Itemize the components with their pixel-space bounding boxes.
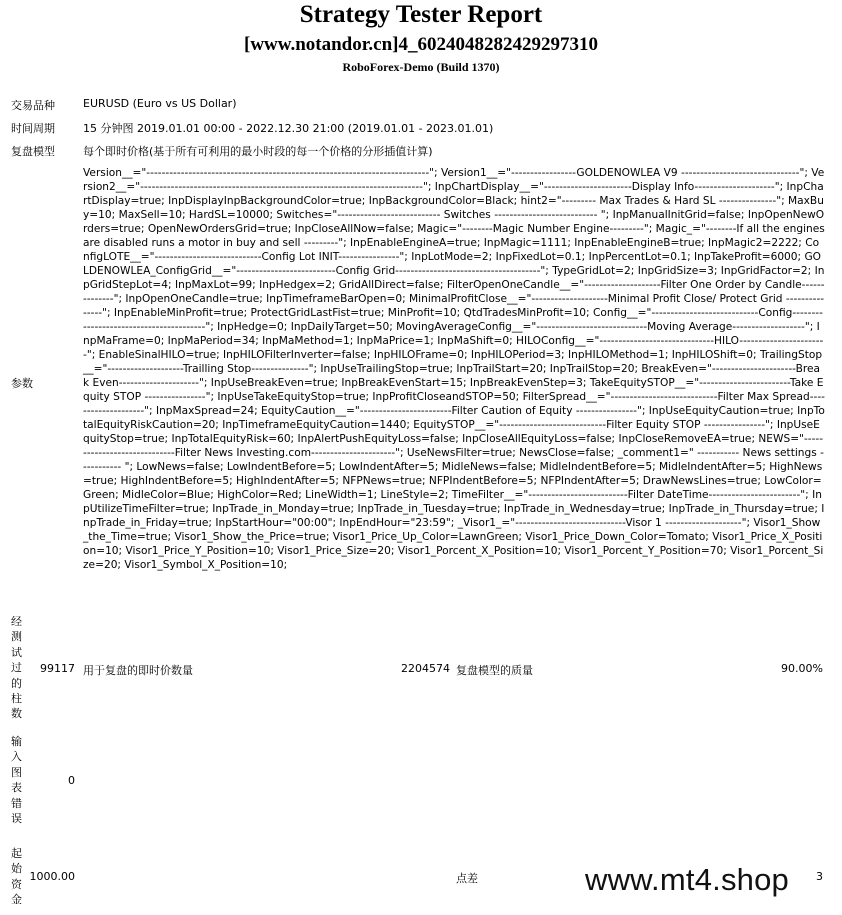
errors-label-char: 误 (11, 812, 22, 826)
period-value: 15 分钟图 2019.01.01 00:00 - 2022.12.30 21:00 (2019.01.01 - 2023.01.01) (83, 122, 494, 135)
symbol-label: 交易品种 (11, 99, 55, 112)
deposit-label-char: 始 (11, 862, 22, 876)
bars-label-char: 的 (11, 676, 22, 690)
quality-value: 90.00% (781, 662, 823, 675)
deposit-label (11, 846, 25, 908)
bars-label (11, 614, 25, 722)
errors-label (11, 734, 25, 826)
params-label: 参数 (11, 377, 33, 390)
errors-label-char: 图 (11, 765, 22, 779)
errors-label-char: 输 (11, 735, 22, 748)
report-title: Strategy Tester Report (299, 1, 543, 28)
model-label: 复盘模型 (11, 145, 55, 158)
errors-label-char: 表 (11, 781, 22, 795)
quality-label: 复盘模型的质量 (456, 664, 533, 677)
bars-value: 99117 (40, 662, 75, 675)
model-value: 每个即时价格(基于所有可利用的最小时段的每一个价格的分形插值计算) (83, 145, 433, 158)
bars-label-char: 柱 (11, 692, 22, 706)
ticks-value: 2204574 (401, 662, 450, 675)
bars-label-char: 测 (11, 630, 22, 644)
deposit-value: 1000.00 (29, 870, 75, 883)
build-info: RoboForex-Demo (Build 1370) (342, 60, 500, 74)
deposit-label-char: 资 (11, 877, 22, 891)
bars-label-char: 试 (11, 645, 22, 659)
errors-label-char: 入 (11, 750, 22, 764)
bars-label-char: 经 (11, 615, 22, 628)
bars-label-char: 过 (11, 661, 22, 675)
report-header (0, 0, 842, 75)
params-value: Version__="--------------------------------------------------------------------------"; Version1__="-----------------GOLDENOWLEA V9 -------------------------------"; Version2__="--------------------------------------------------------------------------"; InpChartDisplay__="-----------------------Display Info---------------------"; InpChartDisplay=true; InpDisplayInpBackgroundColor=true; InpBackgroundColor=Black; hint2="--------- Max Trades & Hard SL ---------------"; MaxBuy=10; MaxSell=10; HardSL=10000; Switches="--------------------------- Switches --------------------------- "; InpManualInitGrid=false; InpOpenNewOrders=true; OpenNewOrdersGrid=true; InpCloseAllNow=false; Magic="--------Magic Number Engine---------"; Magic_="--------If all the engines are disabled runs a motor in buy and sell ---------"; InpEnableEngineA=true; InpMagic=1111; InpEnableEngineB=true; InpMagic2=2222; ConfigLOTE__="----------------------------Config Lot INIT----------------"; InpLotMode=2; InpFixedLot=0.1; InpPercentLot=0.1; InpTakeProfit=6000; GOLDENOWLEA_ConfigGrid__="--------------------------Config Grid--------------------------------------"; TypeGridLot=2; InpGridSize=3; InpGridFactor=2; InpGridStepLot=4; InpMaxLot=99; InpHedgex=2; GridAllDirect=false; FilterOpenOneCandle__="--------------------Filter One Order by Candle--------------"; InpOpenOneCandle=true; InpTimeframeBarOpen=0; MinimalProfitClose__="--------------------Minimal Profit Close/ Protect Grid ---------------"; InpEnableMinProfit=true; ProtectGridLastFist=true; MinProfit=10; QtdTradesMinProfit=10; Config__="----------------------------Config----------------------------------------"; InpHedge=0; InpDailyTarget=50; MovingAverageConfig__="-----------------------------Moving Average-------------------"; InpMaFrame=0; InpMaPeriod=34; InpMaMethod=1; InpMaPrice=1; InpMaShift=0; HILOConfig__="------------------------------HILO-----------------------"; EnableSinalHILO=true; InpHILOFilterInverter=false; InpHILOFrame=0; InpHILOPeriod=3; InpHILOMethod=1; InpHILOShift=0; TrailingStop__="--------------------Trailling Stop---------------"; InpUseTrailingStop=true; InpTrailStart=20; InpTrailStop=20; BreakEven="----------------------Break Even---------------------"; InpUseBreakEven=true; InpBreakEvenStart=15; InpBreakEvenStep=3; TakeEquitySTOP__="------------------------Take Equity STOP ----------------"; InpUseTakeEquityStop=true; InpProfitCloseandSTOP=50; FilterSpread__="----------------------------Filter Max Spread--------------------"; InpMaxSpread=24; EquityCaution__="------------------------Filter Caution of Equity ----------------"; InpUseEquityCaution=true; InpTotalEquityRiskCaution=20; InpTimeframeEquityCaution=1440; EquitySTOP__="----------------------------Filter Equity STOP ----------------"; InpUseEquityStop=true; InpTotalEquityRisk=60; InpAlertPushEquityLoss=false; InpCloseAllEquityLoss=false; InpCloseRemoveEA=true; NEWS="-----------------------------Filter News Investing.com----------------------"; UseNewsFilter=true; NewsClose=false; _comment1=" ----------- News settings ----------- "; LowNews=false; LowIndentBefore=5; LowIndentAfter=5; MidleNews=false; MidleIndentBefore=5; MidleIndentAfter=5; HighNews=true; HighIndentBefore=5; HighIndentAfter=5; NFPNews=true; NFPIndentBefore=5; NFPIndentAfter=5; DrawNewsLines=true; LowColor=Green; MidleColor=Blue; HighColor=Red; LineWidth=1; LineStyle=2; TimeFilter__="--------------------------Filter DateTime------------------------"; InpUtilizeTimeFilter=true; InpTrade_in_Monday=true; InpTrade_in_Tuesday=true; InpTrade_in_Wednesday=true; InpTrade_in_Thursday=true; InpTrade_in_Friday=true; InpStartHour="00:00"; InpEndHour="23:59"; _Visor1_="-----------------------------Visor 1 --------------------"; Visor1_Show_the_Time=true; Visor1_Show_the_Price=true; Visor1_Price_Up_Color=LawnGreen; Visor1_Price_Down_Color=Tomato; Visor1_Price_X_Position=10; Visor1_Price_Y_Position=10; Visor1_Price_Size=20; Visor1_Porcent_X_Position=10; Visor1_Porcent_Y_Position=70; Visor1_Porcent_Size=20; Visor1_Symbol_X_Position=10; (83, 167, 825, 571)
symbol-value: EURUSD (Euro vs US Dollar) (83, 97, 237, 110)
spread-label: 点差 (456, 872, 478, 885)
errors-value: 0 (68, 774, 75, 787)
spread-value: 3 (816, 870, 823, 883)
watermark-text: www.mt4.shop (585, 862, 789, 897)
period-label: 时间周期 (11, 122, 55, 135)
deposit-label-char: 金 (11, 893, 22, 907)
bars-label-char: 数 (11, 707, 22, 721)
deposit-label-char: 起 (11, 847, 22, 860)
errors-label-char: 错 (11, 796, 22, 810)
report-subtitle: [www.notandor.cn]4_6024048282429297310 (244, 34, 598, 55)
ticks-label: 用于复盘的即时价数量 (83, 664, 193, 677)
